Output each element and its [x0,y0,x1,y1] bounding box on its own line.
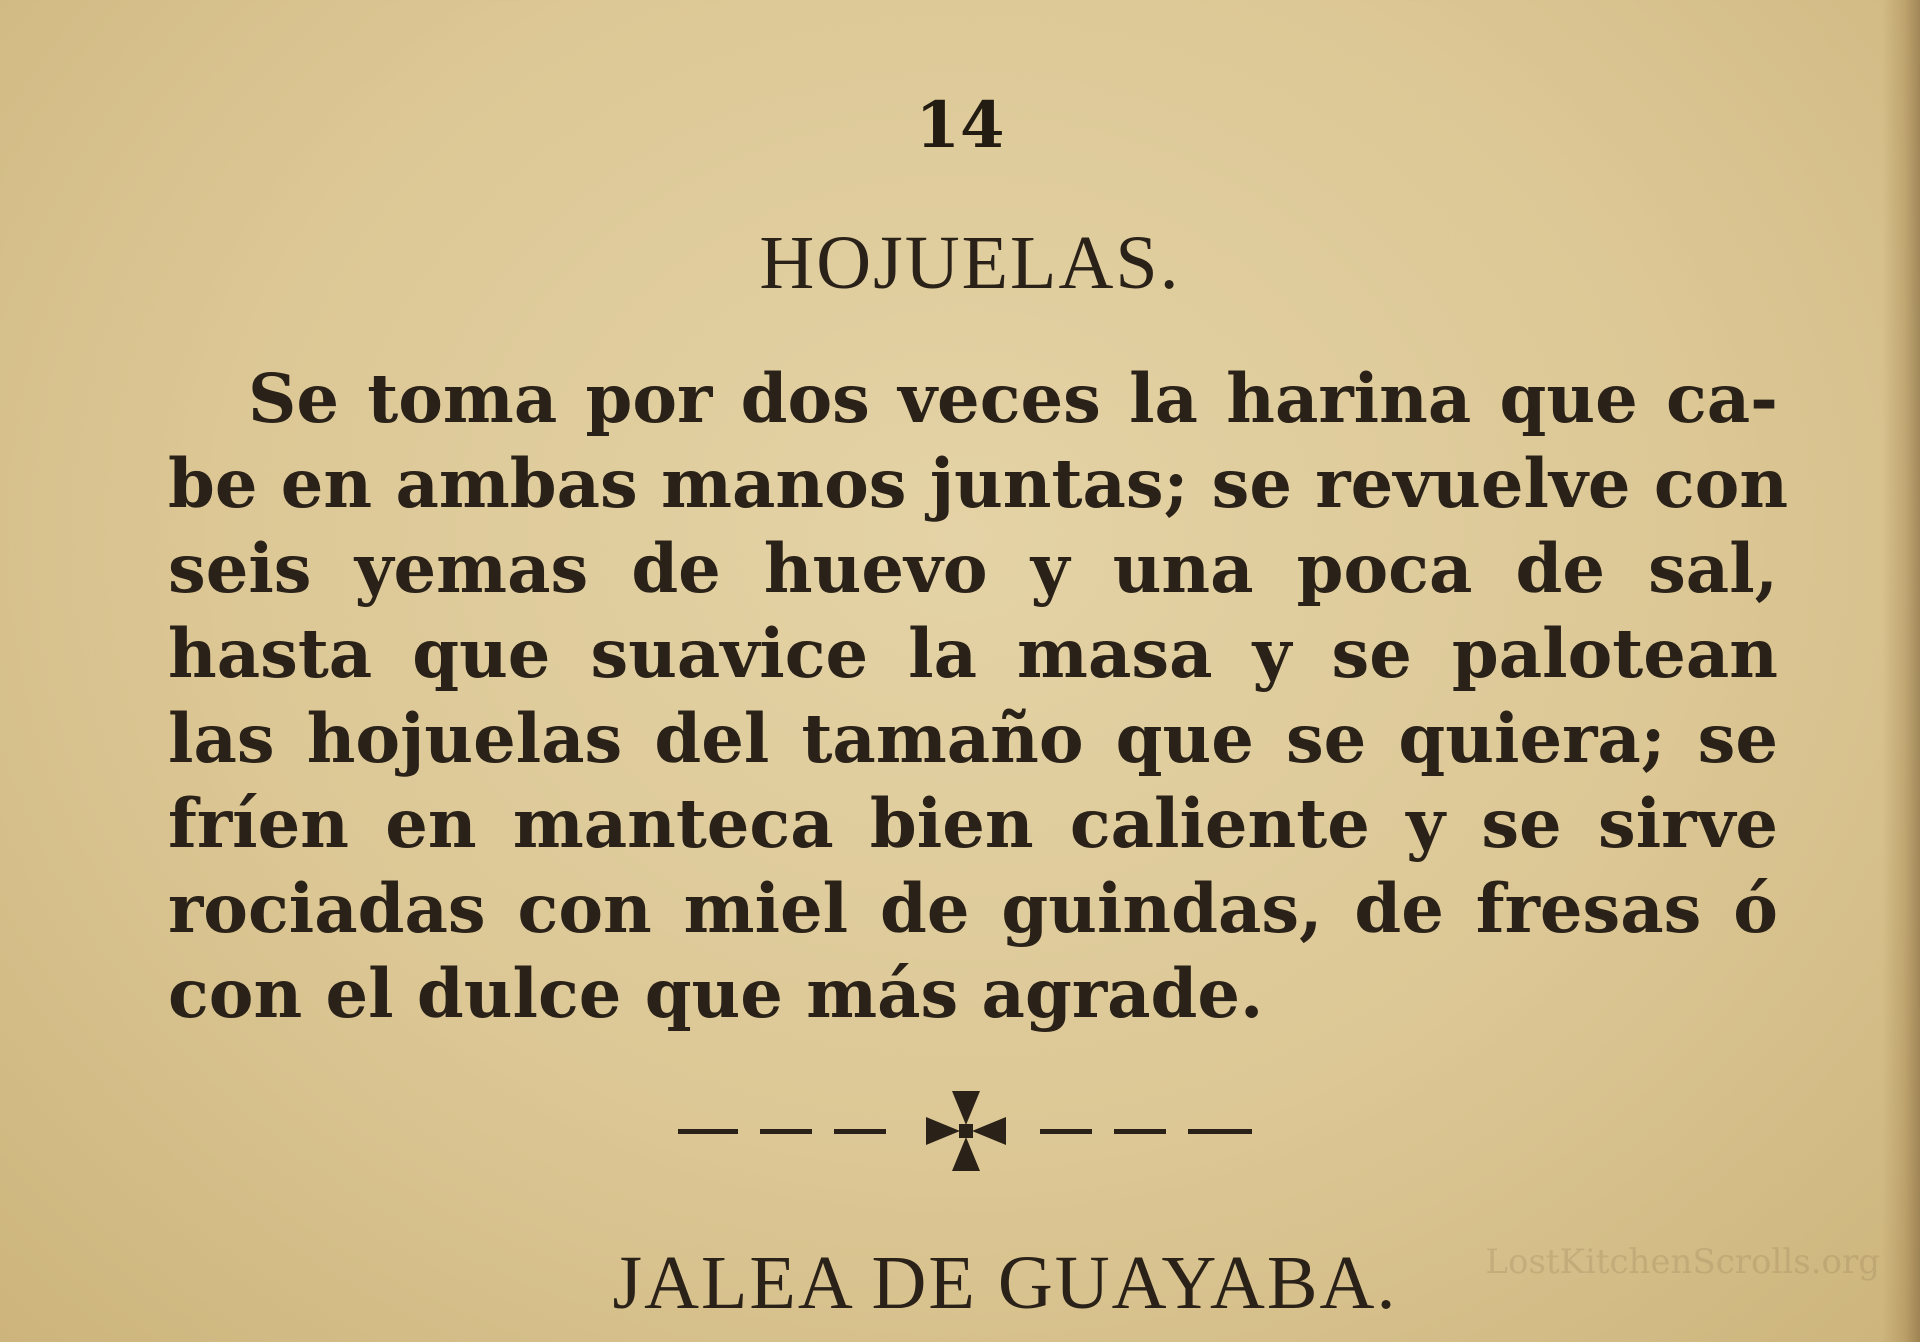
recipe-line: las hojuelas del tamaño que se quiera; se [168,699,1778,778]
recipe-line: con el dulce que más agrade. [168,954,1264,1033]
recipe-body [168,356,1789,1036]
recipe-line: fríen en manteca bien caliente y se sirve [168,784,1778,863]
cross-divider-ornament [676,1085,1256,1177]
page-number: 14 [915,88,1005,163]
recipe-title-hojuelas: HOJUELAS. [759,221,1181,305]
recipe-line: be en ambas manos juntas; se revuelve con [168,444,1789,523]
page-edge-shadow [1882,0,1920,1342]
recipe-line: Se toma por dos veces la harina que ca- [248,359,1778,438]
recipe-line: seis yemas de huevo y una poca de sal, [168,529,1778,608]
recipe-line: rociadas con miel de guindas, de fresas ó [168,869,1778,948]
recipe-title-jalea: JALEA DE GUAYABA. [612,1241,1398,1325]
recipe-line: hasta que suavice la masa y se palotean [168,614,1778,693]
watermark-text: LostKitchenScrolls.org [1485,1242,1880,1282]
